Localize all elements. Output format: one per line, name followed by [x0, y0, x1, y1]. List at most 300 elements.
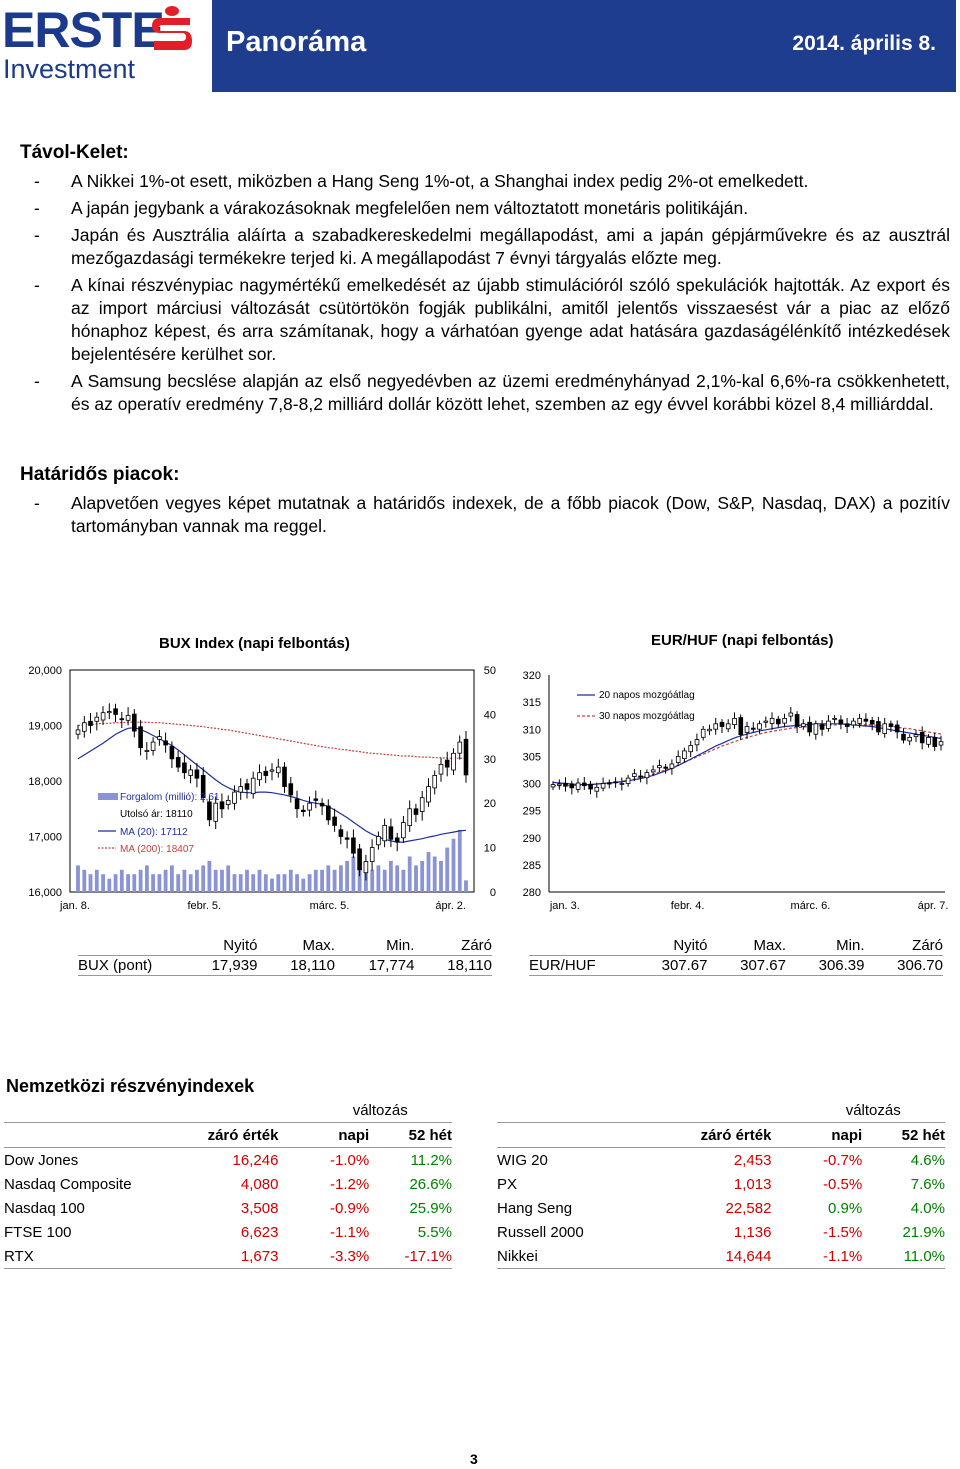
eurhuf-candle-body: [720, 722, 724, 726]
bux-volume-bar: [283, 874, 287, 892]
bullet-dash: -: [34, 275, 40, 295]
eurhuf-candle-body: [933, 737, 937, 746]
eurhuf-y-tick: 295: [522, 805, 541, 818]
bux-candle-body: [301, 810, 305, 811]
eurhuf-candle-body: [920, 732, 924, 742]
bux-candle-body: [158, 737, 162, 740]
bux-candle-body: [107, 712, 111, 713]
bux-volume-bar: [101, 874, 105, 892]
index-daily-change: -0.5%: [823, 1175, 863, 1193]
bux-candle-body: [195, 770, 199, 778]
bullet-dash: -: [34, 171, 40, 191]
logo-erste-text: ERSTE: [2, 2, 164, 58]
eurhuf-candle-body: [633, 774, 637, 777]
far-east-bullet: [34, 370, 950, 416]
summary-label: BUX (pont): [78, 956, 178, 976]
col-header-close: záró érték: [658, 1123, 771, 1148]
bux-candle-body: [132, 714, 136, 731]
bux-candle-body: [251, 778, 255, 793]
index-52w-change: 21.9%: [902, 1223, 945, 1241]
eurhuf-candle-body: [658, 766, 662, 768]
bux-candle-body: [120, 719, 124, 720]
bux-chart-title: BUX Index (napi felbontás): [159, 635, 350, 652]
bux-candle-body: [308, 803, 312, 810]
report-title: Panoráma: [226, 26, 367, 58]
bullet-dash: -: [34, 493, 40, 513]
index-row: [4, 1172, 452, 1196]
bullet-text: A kínai részvénypiac nagymértékű emelkedését az újabb stimulációról szóló spekulációk hajtották. Az export és az import márciusi változását csütörtökön fogják publikálni, amitől jelentős visszaesést vár a piac az előző hónaphoz képest, és arra számítanak, hogy a várhatóan gyenge adat hatására gazdaságélénkítő intézkedések bejelentésére kerülhet sor.: [71, 275, 950, 364]
cell-spacer: [4, 1098, 165, 1123]
index-52w-change: 26.6%: [409, 1175, 452, 1193]
index-52w-change: 25.9%: [409, 1199, 452, 1217]
eurhuf-y-tick: 315: [522, 697, 541, 710]
bux-volume-bar: [145, 865, 149, 892]
eurhuf-candle-body: [883, 724, 887, 734]
bux-volume-bar: [352, 857, 356, 893]
bux-candle-body: [95, 717, 99, 721]
eurhuf-candle-body: [576, 783, 580, 789]
bux-y-left-tick: 18,000: [28, 776, 62, 788]
bux-volume-bar: [151, 874, 155, 892]
bux-candle-body: [214, 803, 218, 821]
bux-volume-bar: [427, 852, 431, 892]
futures-bullet: [34, 492, 950, 538]
bux-volume-bar: [345, 861, 349, 892]
bux-volume-bar: [95, 870, 99, 892]
bux-candle-body: [164, 741, 168, 745]
eurhuf-candle-body: [864, 719, 868, 721]
bux-volume-bar: [464, 880, 468, 892]
index-name: Nasdaq Composite: [4, 1175, 132, 1193]
eurhuf-candle-body: [858, 718, 862, 723]
bux-summary-row: [78, 956, 492, 976]
intl-group-row: [4, 1098, 452, 1123]
bux-volume-bar: [458, 830, 462, 892]
eurhuf-candle-body: [614, 782, 618, 783]
bux-candle-body: [408, 809, 412, 826]
bux-candle-body: [82, 723, 86, 732]
bux-summary-table: [78, 936, 492, 976]
eurhuf-candle-body: [895, 725, 899, 732]
index-close: 22,582: [725, 1199, 772, 1217]
bux-volume-bar: [239, 874, 243, 892]
eurhuf-candle-body: [726, 724, 730, 729]
index-name: Dow Jones: [4, 1151, 79, 1169]
intl-indices-title: Nemzetközi részvényindexek: [6, 1076, 255, 1096]
bux-volume-bar: [208, 861, 212, 892]
bux-volume-bar: [264, 874, 268, 892]
index-52w-change: 4.6%: [910, 1151, 945, 1169]
futures-bullets: [34, 492, 950, 542]
index-name: PX: [497, 1175, 518, 1193]
bux-volume-bar: [76, 865, 80, 892]
eurhuf-candle-body: [620, 784, 624, 785]
summary-header: Max.: [302, 937, 335, 954]
intl-group-row: [497, 1098, 945, 1123]
bux-volume-bar: [126, 874, 130, 892]
eurhuf-candle-body: [695, 740, 699, 745]
summary-value: 306.70: [865, 956, 944, 976]
eurhuf-candle-body: [626, 778, 630, 783]
index-row: [497, 1196, 945, 1220]
col-header-52w: 52 hét: [862, 1123, 945, 1148]
bux-candle-body: [402, 823, 406, 838]
index-row: [4, 1244, 452, 1269]
bux-volume-bar: [245, 870, 249, 892]
bux-volume-bar: [214, 870, 218, 892]
bux-candle-body: [314, 799, 318, 801]
bux-volume-bar: [158, 874, 162, 892]
bux-volume-bar: [114, 874, 118, 892]
bux-candle-body: [377, 837, 381, 845]
bullet-dash: -: [34, 371, 40, 391]
index-close: 1,673: [165, 1244, 278, 1269]
bux-volume-bar: [370, 870, 374, 892]
bux-candle-body: [295, 799, 299, 809]
bullet-text: A Nikkei 1%-ot esett, miközben a Hang Seng 1%-ot, a Shanghai index pedig 2%-ot emelkedett.: [71, 171, 809, 191]
index-name: Russell 2000: [497, 1223, 584, 1241]
eurhuf-candle-body: [902, 734, 906, 740]
eurhuf-y-tick: 290: [522, 832, 541, 845]
eurhuf-candle-body: [889, 724, 893, 727]
bux-volume-bar: [452, 839, 456, 892]
eurhuf-y-tick: 280: [522, 887, 541, 899]
bux-candle-body: [258, 773, 262, 780]
bux-candle-body: [333, 817, 337, 825]
bux-volume-bar: [295, 874, 299, 892]
summary-header: Nyitó: [673, 937, 708, 954]
eurhuf-candle-body: [764, 721, 768, 722]
bux-candle-body: [420, 798, 424, 812]
eurhuf-candle-body: [664, 767, 668, 768]
eurhuf-x-tick: márc. 6.: [790, 900, 831, 912]
summary-label: EUR/HUF: [529, 956, 629, 976]
index-daily-change: -1.0%: [330, 1151, 370, 1169]
index-close: 4,080: [240, 1175, 279, 1193]
bux-candle-body: [439, 764, 443, 774]
index-row: [4, 1220, 452, 1244]
bux-y-right-tick: 20: [483, 798, 496, 811]
index-name: Nikkei: [497, 1244, 658, 1269]
bux-volume-bar: [220, 870, 224, 892]
far-east-bullet: [34, 224, 950, 270]
bux-volume-bar: [164, 870, 168, 892]
eurhuf-candle-body: [714, 724, 718, 729]
col-header-52w: 52 hét: [369, 1123, 452, 1148]
col-header-daily: napi: [771, 1123, 862, 1148]
far-east-bullets: [34, 170, 950, 420]
bux-candle-body: [289, 784, 293, 795]
page-number: 3: [470, 1451, 478, 1467]
report-date: 2014. április 8.: [792, 32, 936, 55]
eurhuf-candle-body: [639, 776, 643, 777]
bux-y-left-tick: 17,000: [28, 831, 62, 844]
eurhuf-candle-body: [670, 764, 674, 768]
bux-candle-body: [270, 770, 274, 771]
bux-candle-body: [414, 809, 418, 815]
summary-header-spacer: [529, 936, 629, 956]
bux-volume-bar: [226, 865, 230, 892]
index-daily-change: -1.1%: [771, 1244, 862, 1269]
bux-volume-bar: [176, 874, 180, 892]
intl-header-row: [4, 1123, 452, 1148]
bux-y-left-tick: 20,000: [28, 665, 62, 677]
summary-header: Max.: [753, 937, 786, 954]
eurhuf-candle-body: [564, 783, 568, 786]
eurhuf-candle-body: [557, 784, 561, 785]
bux-volume-bar: [433, 857, 437, 893]
far-east-bullet: [34, 170, 950, 193]
bux-volume-bar: [414, 865, 418, 892]
bux-volume-bar: [333, 870, 337, 892]
bux-y-right-tick: 40: [483, 709, 496, 722]
summary-value: 307.67: [708, 956, 787, 976]
bux-candle-body: [395, 838, 399, 842]
eurhuf-y-tick: 305: [522, 751, 541, 764]
bux-candle-body: [452, 753, 456, 770]
bux-volume-bar: [289, 870, 293, 892]
summary-header: Nyitó: [223, 937, 258, 954]
index-row: [497, 1244, 945, 1269]
bux-y-left-tick: 16,000: [28, 887, 62, 899]
far-east-bullet: [34, 197, 950, 220]
index-daily-change: -1.2%: [330, 1175, 370, 1193]
eurhuf-candle-body: [927, 737, 931, 744]
summary-value: 18,110: [257, 956, 335, 976]
bux-volume-bar: [89, 874, 93, 892]
bux-x-tick: jan. 8.: [60, 900, 90, 912]
summary-value: 17,774: [335, 956, 414, 976]
cell-spacer: [4, 1123, 165, 1148]
eurhuf-candle-body: [795, 715, 799, 727]
eurhuf-y-tick: 300: [522, 778, 541, 791]
index-name: WIG 20: [497, 1151, 548, 1169]
bux-candle-body: [226, 800, 230, 804]
bux-candle-body: [151, 742, 155, 750]
index-row: [497, 1220, 945, 1244]
eurhuf-candle-body: [589, 784, 593, 789]
index-close: 2,453: [733, 1151, 772, 1169]
bux-volume-bar: [251, 874, 255, 892]
index-name: Hang Seng: [497, 1199, 573, 1217]
eurhuf-candle-body: [808, 722, 812, 732]
far-east-heading: Távol-Kelet:: [20, 142, 129, 163]
bux-candle-body: [89, 721, 93, 725]
eurhuf-chart: [505, 660, 960, 920]
futures-heading: Határidős piacok:: [20, 464, 180, 485]
bux-volume-bar: [189, 874, 193, 892]
change-group-header: változás: [771, 1098, 945, 1123]
page-header: [0, 0, 960, 95]
index-row: [497, 1172, 945, 1196]
bux-candle-body: [76, 730, 80, 734]
eurhuf-candle-body: [595, 787, 599, 791]
bux-volume-bar: [201, 865, 205, 892]
bux-volume-bar: [183, 870, 187, 892]
index-name: RTX: [4, 1244, 165, 1269]
bux-legend-ma20: MA (20): 17112: [120, 827, 188, 838]
bux-y-right-tick: 10: [483, 842, 496, 855]
bux-volume-bar: [389, 861, 393, 892]
bux-candle-body: [464, 739, 468, 775]
bux-candle-body: [176, 757, 180, 767]
index-52w-change: 11.0%: [862, 1244, 945, 1269]
bux-candle-body: [114, 709, 118, 715]
index-52w-change: 4.0%: [910, 1199, 945, 1217]
intl-table-right: [497, 1098, 945, 1269]
bux-volume-bar: [276, 874, 280, 892]
bux-volume-bar: [301, 879, 305, 892]
eurhuf-x-tick: ápr. 7.: [917, 900, 949, 912]
eurhuf-candle-body: [783, 718, 787, 723]
eurhuf-candle-body: [845, 724, 849, 727]
bux-candle-body: [326, 806, 330, 820]
bux-candle-body: [283, 767, 287, 786]
eurhuf-candle-body: [651, 770, 655, 772]
intl-header-row: [497, 1123, 945, 1148]
eurhuf-candle-body: [908, 737, 912, 741]
summary-header-spacer: [78, 936, 178, 956]
bullet-text: Alapvetően vegyes képet mutatnak a határidős indexek, de a főbb piacok (Dow, S&P, Nasdaq, DAX) a pozitív tartományban vannak ma reggel.: [71, 493, 950, 536]
index-row: [497, 1148, 945, 1173]
cell-spacer: [497, 1123, 658, 1148]
index-name: FTSE 100: [4, 1223, 72, 1241]
bux-candle-body: [320, 803, 324, 806]
summary-header: Záró: [912, 937, 943, 954]
bux-plot-area: [70, 670, 474, 892]
bux-candle-body: [233, 792, 237, 803]
eurhuf-candle-body: [582, 783, 586, 786]
eurhuf-summary-row: [529, 956, 943, 976]
eurhuf-candle-body: [733, 718, 737, 724]
bux-candle-body: [345, 838, 349, 839]
bux-x-tick: febr. 5.: [187, 900, 222, 912]
bux-volume-bar: [120, 870, 124, 892]
eurhuf-candle-body: [877, 722, 881, 732]
bux-candle-body: [139, 727, 143, 748]
summary-header: Záró: [461, 937, 492, 954]
index-52w-change: 5.5%: [417, 1223, 452, 1241]
bux-x-tick: márc. 5.: [309, 900, 350, 912]
bux-volume-bar: [445, 848, 449, 892]
eurhuf-candle-body: [839, 720, 843, 724]
bux-legend-volume: Forgalom (millió): 2,61: [120, 792, 220, 803]
eurhuf-candle-body: [770, 718, 774, 723]
bux-candle-body: [389, 827, 393, 840]
eurhuf-candle-body: [827, 721, 831, 728]
index-52w-change: 7.6%: [910, 1175, 945, 1193]
bux-volume-bar: [383, 870, 387, 892]
eurhuf-candle-body: [745, 727, 749, 733]
col-header-close: záró érték: [165, 1123, 278, 1148]
summary-value: 18,110: [414, 956, 492, 976]
title-banner: [212, 0, 956, 92]
eurhuf-candle-body: [739, 718, 743, 735]
bux-candle-body: [358, 849, 362, 870]
index-close: 1,013: [733, 1175, 772, 1193]
eurhuf-candle-body: [789, 713, 793, 716]
bux-volume-bar: [107, 879, 111, 892]
bux-candle-body: [101, 713, 105, 720]
summary-header: Min.: [836, 937, 865, 954]
cell-spacer: [658, 1098, 771, 1123]
index-daily-change: 0.9%: [828, 1199, 863, 1217]
bux-candle-body: [370, 848, 374, 862]
eurhuf-candle-body: [570, 784, 574, 788]
bux-candle-body: [276, 767, 280, 773]
index-daily-change: -3.3%: [278, 1244, 369, 1269]
index-52w-change: 11.2%: [410, 1151, 452, 1169]
bux-legend-ma200: MA (200): 18407: [120, 844, 194, 855]
index-52w-change: -17.1%: [369, 1244, 452, 1269]
bux-volume-bar: [82, 870, 86, 892]
bux-y-left-tick: 19,000: [28, 720, 62, 733]
eurhuf-candle-body: [601, 784, 605, 789]
bux-volume-bar: [139, 870, 143, 892]
bux-volume-bar: [314, 870, 318, 892]
bux-volume-bar: [132, 874, 136, 892]
bux-volume-bar: [195, 870, 199, 892]
bux-x-tick: ápr. 2.: [435, 900, 466, 912]
eurhuf-candle-body: [708, 729, 712, 731]
bux-y-right-tick: 0: [489, 887, 496, 899]
cell-spacer: [165, 1098, 278, 1123]
eurhuf-candle-body: [939, 742, 943, 745]
bullet-dash: -: [34, 225, 40, 245]
bux-y-right-tick: 30: [483, 753, 496, 766]
eurhuf-summary-header-row: [529, 936, 943, 956]
bux-candle-body: [208, 802, 212, 820]
bux-volume-bar: [377, 865, 381, 892]
eurhuf-candle-body: [645, 773, 649, 778]
erste-s-logo-icon: [150, 4, 194, 54]
index-row: [4, 1196, 452, 1220]
bux-volume-bar: [270, 879, 274, 892]
bux-volume-bar: [308, 874, 312, 892]
eurhuf-candle-body: [914, 735, 918, 737]
eurhuf-candle-body: [758, 724, 762, 729]
bux-volume-bar: [258, 870, 262, 892]
index-close: 3,508: [240, 1199, 279, 1217]
eurhuf-candle-body: [701, 729, 705, 737]
summary-value: 17,939: [178, 956, 257, 976]
eurhuf-y-tick: 285: [522, 859, 541, 872]
bux-volume-bar: [326, 865, 330, 892]
bux-volume-bar: [320, 870, 324, 892]
bux-candle-body: [433, 775, 437, 788]
index-daily-change: -1.5%: [823, 1223, 863, 1241]
index-daily-change: -1.1%: [330, 1223, 370, 1241]
summary-header: Min.: [386, 937, 415, 954]
bux-candle-body: [183, 763, 187, 773]
bux-candle-body: [458, 742, 462, 753]
bux-candle-body: [352, 838, 356, 853]
far-east-bullet: [34, 274, 950, 366]
eurhuf-candle-body: [776, 719, 780, 724]
bux-candle-body: [126, 716, 130, 721]
eurhuf-legend-ma30: 30 napos mozgóátlag: [599, 711, 695, 722]
index-name: Nasdaq 100: [4, 1199, 85, 1217]
bux-volume-bar: [395, 865, 399, 892]
bullet-text: A japán jegybank a várakozásoknak megfelelően nem változtatott monetáris politikáján.: [71, 198, 749, 218]
eurhuf-legend-ma20: 20 napos mozgóátlag: [599, 690, 695, 701]
eurhuf-candle-body: [814, 724, 818, 734]
bux-volume-bar: [339, 865, 343, 892]
col-header-daily: napi: [278, 1123, 369, 1148]
index-close: 1,136: [733, 1223, 772, 1241]
logo-investment-text: Investment: [3, 54, 136, 84]
bullet-dash: -: [34, 198, 40, 218]
